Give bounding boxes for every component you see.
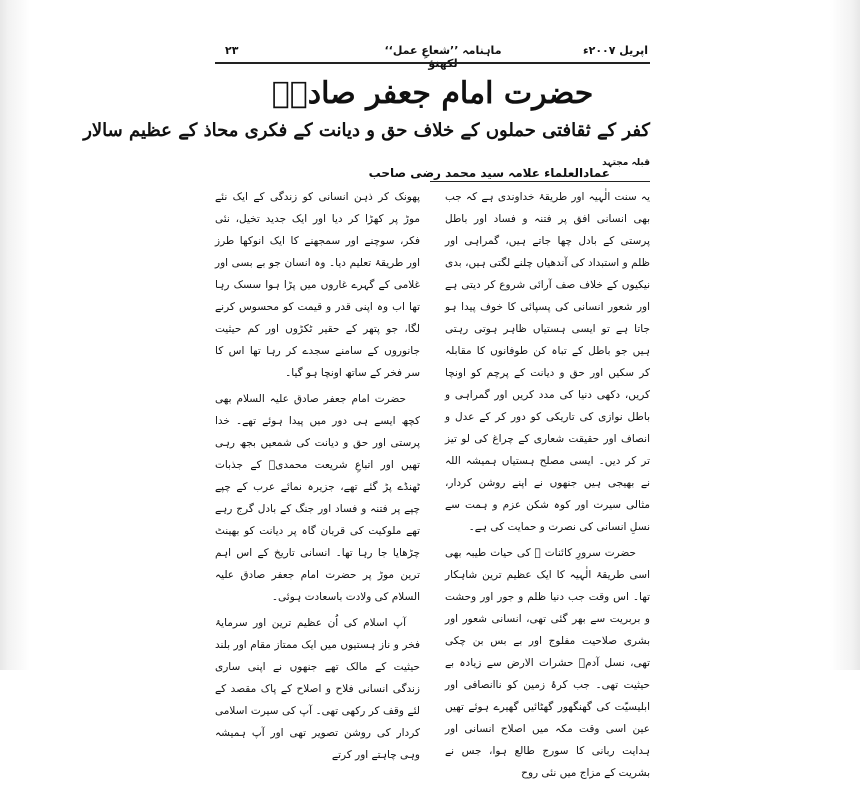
paragraph: حضرت سرورِ کائنات ﷺ کی حیات طیبہ بھی اسی طریقۂ الٰہیہ کا ایک عظیم ترین شاہکار تھا۔ اس وقت جب دنیا ظلم و جور اور وحشت و بربریت سے بھر گئی تھی، انسانی شعور اور بشری صلاحیت مفلوج اور بے بس بن چکی تھی، نسل آدمؑ حشرات الارض سے زیادہ بے حیثیت تھی۔ جب کرۂ زمین کو ناانصافی اور ابلیسیّت کی گھنگھور گھٹائیں گھیرے ہوئے تھیں عین اسی وقت مکہ میں اصلاح انسانی اور ہدایت ربانی کا سورج طالع ہوا، جس نے بشریت کے مزاج میں نئی روح [445, 547, 650, 779]
author-byline [368, 158, 650, 182]
byline-rule [430, 181, 650, 182]
magazine-name: ماہنامہ ’’شعاعِ عمل‘‘ [384, 44, 502, 57]
paragraph: یہ سنت الٰہیہ اور طریقۂ خداوندی ہے کہ جب بھی انسانی افق پر فتنہ و فساد اور باطل پرستی کے بادل چھا جاتے ہیں، گمراہی اور ظلم و استبداد کی آندھیاں چلنے لگتی ہیں، بدی نیکیوں کے خلاف صف آرائی شروع کر دیتی ہے اور شعور انسانی کی پسپائی کا خوف پیدا ہو جاتا ہے تو ایسی ہستیاں ظاہر ہوتی رہتی ہیں جو باطل کے تباہ کن طوفانوں کا مقابلہ کر سکیں اور حق و دیانت کے پرچم کو اونچا کریں، دکھی دنیا کی مدد کریں اور گمراہی و باطل نوازی کی تاریکی کو دور کر کے عدل و انصاف اور حقیقت شعاری کے چراغ کی لو تیز تر کر دیں۔ ایسی مصلح ہستیاں ہمیشہ اللہ نے بھیجی ہیں جنھوں نے اپنے روشن کردار، مثالی سیرت اور کوہ شکن عزم و ہمت سے نسلِ انسانی کی نصرت و حمایت کی ہے۔ [445, 191, 650, 533]
issue-date: اپریل ۲۰۰۷ء [582, 44, 648, 57]
author-honorific: قبلہ مجتہد [602, 158, 650, 168]
article-title: حضرت امام جعفر صادقؑ [271, 76, 594, 111]
magazine-page [83, 30, 650, 779]
page-number: ۲۳ [225, 44, 239, 57]
text-column-right [445, 186, 650, 788]
author-name: عمادالعلماء علامہ سید محمد رضی صاحب [368, 166, 610, 180]
text-column-left [215, 186, 420, 770]
article-subtitle: کفر کے ثقافتی حملوں کے خلاف حق و دیانت کے فکری محاذ کے عظیم سالار [83, 120, 650, 141]
header-rule [215, 62, 650, 64]
paragraph: پھونک کر ذہن انسانی کو زندگی کے ایک نئے موڑ پر کھڑا کر دیا اور ایک جدید تخیل، نئی فکر، سوچنے اور سمجھنے کا ایک انوکھا طرز اور طریقۂ تعلیم دیا۔ وہ انسان جو بے بسی اور غلامی کے گہرے غاروں میں پڑا ہوا سسک رہا تھا اب وہ اپنی قدر و قیمت کو محسوس کرنے لگا، جو پتھر کے حقیر ٹکڑوں اور کم حیثیت جانوروں کے سامنے سجدے کر رہا تھا اس کا سر فخر کے ساتھ اونچا ہو گیا۔ [215, 191, 420, 379]
paragraph: حضرت امام جعفر صادق علیہ السلام بھی کچھ ایسے ہی دور میں پیدا ہوئے تھے۔ خدا پرستی اور حق و دیانت کی شمعیں بجھ رہی تھیں اور اتباعِ شریعت محمدیؐ کے جذبات ٹھنڈے پڑ گئے تھے، جزیرہ نمائے عرب کے چپے چپے پر فتنہ و فساد اور جنگ کے بادل گرج رہے تھے ملوکیت کی قربان گاہ پر دیانت کو بھینٹ چڑھایا جا رہا تھا۔ انسانی تاریخ کے اس اہم ترین موڑ پر حضرت امام جعفر صادق علیہ السلام کی ولادت باسعادت ہوئی۔ [215, 393, 420, 603]
paragraph: آپ اسلام کی اُن عظیم ترین اور سرمایۂ فخر و ناز ہستیوں میں ایک ممتاز مقام اور بلند حیثیت کے مالک تھے جنھوں نے اپنی ساری زندگی انسانی فلاح و اصلاح کے پاک مقصد کے لئے وقف کر رکھی تھی۔ آپ کی سیرت اسلامی کردار کی روشن تصویر تھی اور آپ ہمیشہ وہی چاہتے اور کرتے [215, 617, 420, 761]
running-header [215, 44, 650, 62]
